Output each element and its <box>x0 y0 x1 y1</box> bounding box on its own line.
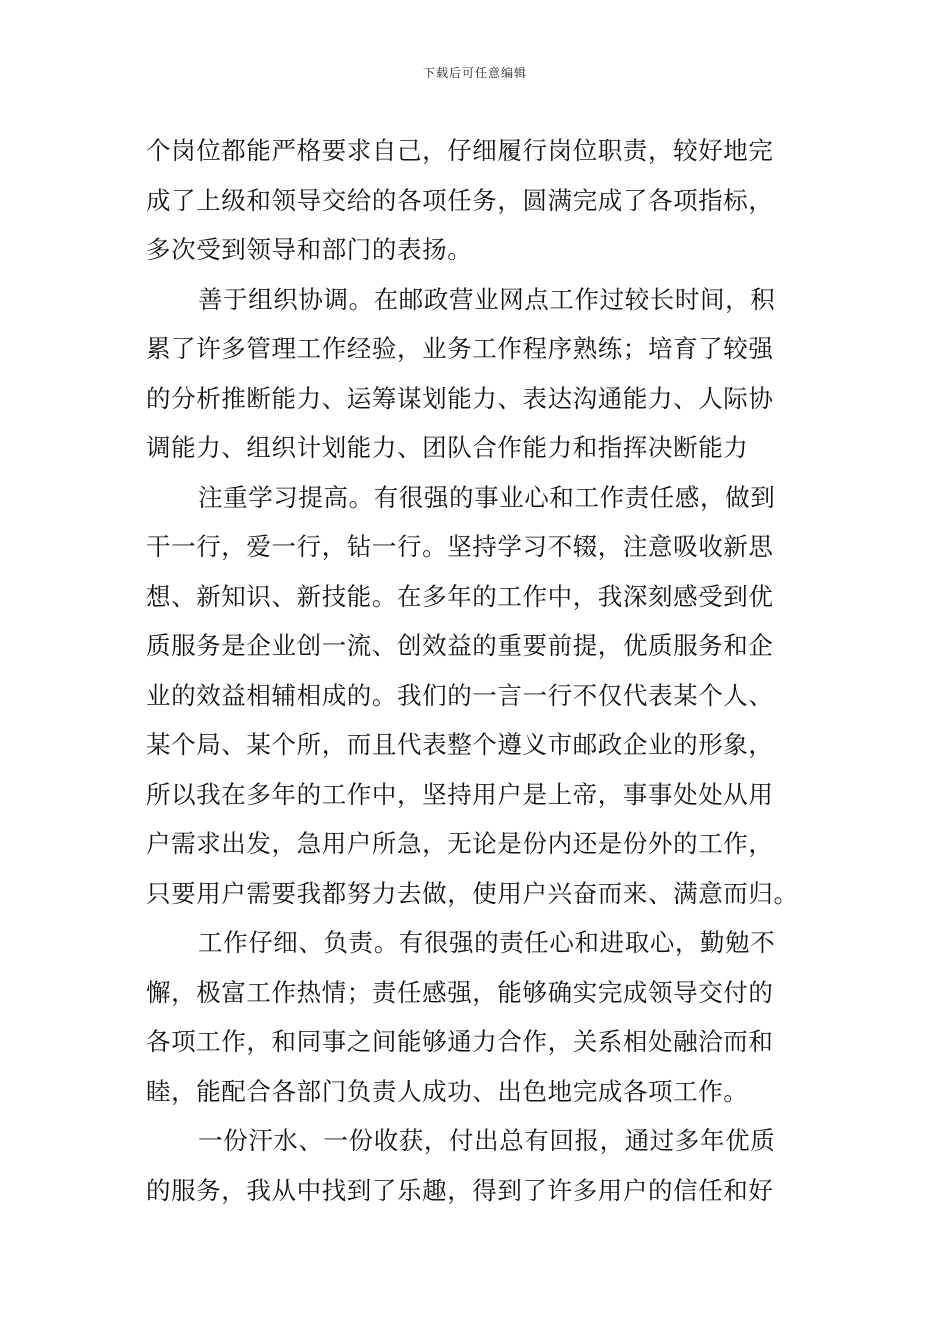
document-body <box>146 126 806 1215</box>
page-header: 下载后可任意编辑 <box>422 66 527 80</box>
text-line: 所以我在多年的工作中，坚持用户是上帝，事事处处从用 <box>146 779 774 809</box>
paragraph-start-line: 一份汗水、一份收获，付出总有回报，通过多年优质 <box>198 1126 776 1155</box>
paragraph-start-line: 工作仔细、负责。有很强的责任心和进取心，勤勉不 <box>198 928 776 957</box>
text-line: 成了上级和领导交给的各项任务，圆满完成了各项指标， <box>146 185 774 215</box>
text-line: 业的效益相辅相成的。我们的一言一行不仅代表某个人、 <box>146 680 774 710</box>
text-line: 懈，极富工作热情；责任感强，能够确实完成领导交付的 <box>146 977 774 1007</box>
text-line: 干一行，爱一行，钻一行。坚持学习不辍，注意吸收新思 <box>146 532 774 561</box>
text-line: 只要用户需要我都努力去做，使用户兴奋而来、满意而归。 <box>146 878 799 908</box>
text-line: 的分析推断能力、运筹谋划能力、表达沟通能力、人际协 <box>146 383 774 413</box>
paragraph-start-line: 善于组织协调。在邮政营业网点工作过较长时间，积 <box>198 284 776 314</box>
paragraph-start-line: 注重学习提高。有很强的事业心和工作责任感，做到 <box>198 482 776 512</box>
text-line: 累了许多管理工作经验，业务工作程序熟练；培育了较强 <box>146 334 774 363</box>
text-line: 想、新知识、新技能。在多年的工作中，我深刻感受到优 <box>146 581 774 611</box>
text-line: 多次受到领导和部门的表扬。 <box>146 235 473 264</box>
text-line: 调能力、组织计划能力、团队合作能力和指挥决断能力 <box>146 433 749 462</box>
text-line: 的服务，我从中找到了乐趣，得到了许多用户的信任和好 <box>146 1175 774 1205</box>
text-line: 质服务是企业创一流、创效益的重要前提，优质服务和企 <box>146 631 774 660</box>
text-line: 各项工作，和同事之间能够通力合作，关系相处融洽而和 <box>146 1027 774 1056</box>
text-line: 某个局、某个所，而且代表整个遵义市邮政企业的形象， <box>146 730 774 759</box>
text-line: 户需求出发，急用户所急，无论是份内还是份外的工作， <box>146 829 774 858</box>
text-line: 睦，能配合各部门负责人成功、出色地完成各项工作。 <box>146 1076 749 1106</box>
text-line: 个岗位都能严格要求自己，仔细履行岗位职责，较好地完 <box>146 136 774 165</box>
